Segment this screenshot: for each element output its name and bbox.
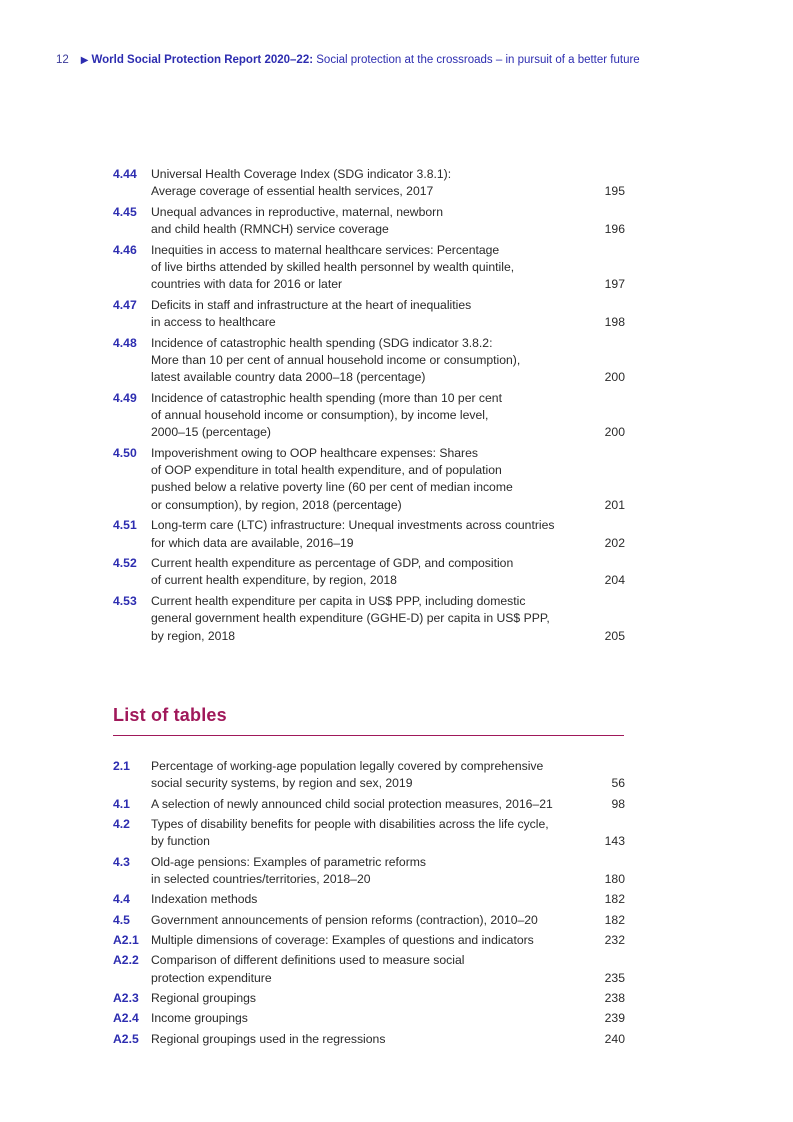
table-entry[interactable] bbox=[113, 1031, 625, 1048]
entry-title: Long-term care (LTC) infrastructure: Unequal investments across countries for which data are available, 2016–19 bbox=[151, 518, 555, 550]
play-arrow-icon: ▶ bbox=[80, 55, 89, 66]
list-of-tables-heading: List of tables bbox=[113, 705, 227, 725]
section-divider bbox=[113, 735, 624, 736]
entry-title: Universal Health Coverage Index (SDG indicator 3.8.1): Average coverage of essential health services, 2017 bbox=[151, 167, 452, 199]
entry-number: 4.45 bbox=[113, 204, 137, 219]
entry-title: Unequal advances in reproductive, maternal, newborn and child health (RMNCH) service coverage bbox=[151, 204, 443, 237]
entry-title: Regional groupings used in the regressions bbox=[151, 1031, 386, 1046]
entry-title: Multiple dimensions of coverage: Examples of questions and indicators bbox=[151, 932, 534, 947]
entry-page-number: 197 bbox=[604, 277, 625, 292]
entry-title: Current health expenditure per capita in US$ PPP, including domestic general government health expenditure (GGHE-D) per capita in US$ PPP, by region, 2018 bbox=[151, 594, 550, 643]
figure-entry[interactable] bbox=[113, 593, 625, 645]
list-of-figures-continued bbox=[113, 166, 625, 648]
figure-entry[interactable] bbox=[113, 555, 625, 589]
entry-title: Old-age pensions: Examples of parametric reforms in selected countries/territories, 2018–20 bbox=[151, 854, 427, 886]
figure-entry[interactable] bbox=[113, 297, 625, 331]
entry-page-number: 200 bbox=[604, 425, 625, 440]
entry-number: 4.53 bbox=[113, 594, 137, 609]
entry-number: 4.3 bbox=[113, 854, 130, 869]
figure-entry[interactable] bbox=[113, 390, 625, 442]
entry-number: 4.5 bbox=[113, 912, 130, 927]
entry-number: 4.48 bbox=[113, 335, 137, 350]
entry-page-number: 205 bbox=[604, 628, 625, 643]
entry-page-number: 200 bbox=[604, 370, 625, 385]
page-header bbox=[56, 52, 640, 69]
entry-page-number: 182 bbox=[604, 912, 625, 927]
entry-page-number: 195 bbox=[604, 184, 625, 199]
entry-title: Regional groupings bbox=[151, 990, 257, 1005]
entry-page-number: 239 bbox=[604, 1011, 625, 1026]
table-entry[interactable] bbox=[113, 854, 625, 888]
entry-title: Indexation methods bbox=[151, 892, 258, 907]
entry-page-number: 201 bbox=[604, 497, 625, 512]
table-entry[interactable] bbox=[113, 952, 625, 986]
figure-entry[interactable] bbox=[113, 204, 625, 238]
entry-page-number: 56 bbox=[611, 776, 625, 791]
entry-title: Current health expenditure as percentage of GDP, and composition of current health expenditure, by region, 2018 bbox=[151, 556, 514, 588]
entry-number: 4.52 bbox=[113, 556, 137, 571]
entry-number: A2.4 bbox=[113, 1011, 139, 1026]
entry-number: 4.44 bbox=[113, 167, 137, 181]
entry-page-number: 198 bbox=[604, 315, 625, 330]
table-entry[interactable] bbox=[113, 891, 625, 908]
entry-page-number: 204 bbox=[604, 573, 625, 588]
entry-title: Impoverishment owing to OOP healthcare expenses: Shares of OOP expenditure in total health expenditure, and of population pushed below a relative poverty line (60 per cent of median income or consumption), by region, 2018 (percentage) bbox=[151, 446, 513, 512]
list-of-tables bbox=[113, 758, 625, 1051]
figure-entry[interactable] bbox=[113, 335, 625, 387]
table-entry[interactable] bbox=[113, 796, 625, 813]
table-entry[interactable] bbox=[113, 816, 625, 850]
entry-title: Types of disability benefits for people with disabilities across the life cycle, by function bbox=[151, 816, 549, 849]
entry-page-number: 238 bbox=[604, 990, 625, 1005]
entry-number: A2.1 bbox=[113, 932, 139, 947]
entry-page-number: 98 bbox=[611, 796, 625, 811]
entry-number: A2.5 bbox=[113, 1031, 139, 1046]
table-entry[interactable] bbox=[113, 758, 625, 792]
entry-title: Income groupings bbox=[151, 1011, 248, 1026]
report-subtitle: Social protection at the crossroads – in pursuit of a better future bbox=[316, 54, 640, 66]
table-entry[interactable] bbox=[113, 1010, 625, 1027]
entry-page-number: 182 bbox=[604, 892, 625, 907]
entry-number: 4.49 bbox=[113, 390, 137, 405]
entry-page-number: 235 bbox=[604, 970, 625, 985]
entry-page-number: 196 bbox=[604, 222, 625, 237]
entry-title: Deficits in staff and infrastructure at the heart of inequalities in access to healthcare bbox=[151, 297, 472, 330]
table-entry[interactable] bbox=[113, 912, 625, 929]
entry-page-number: 143 bbox=[604, 834, 625, 849]
entry-number: 4.47 bbox=[113, 297, 137, 312]
entry-number: 4.50 bbox=[113, 446, 137, 461]
entry-number: 4.1 bbox=[113, 796, 130, 811]
table-entry[interactable] bbox=[113, 932, 625, 949]
entry-title: A selection of newly announced child social protection measures, 2016–21 bbox=[151, 796, 553, 811]
entry-title: Percentage of working-age population legally covered by comprehensive social security systems, by region and sex, 2019 bbox=[151, 759, 544, 791]
entry-page-number: 232 bbox=[604, 932, 625, 947]
entry-title: Inequities in access to maternal healthcare services: Percentage of live births attended by skilled health personnel by wealth quintile, countries with data for 2016 or later bbox=[151, 242, 515, 292]
entry-number: 2.1 bbox=[113, 759, 130, 773]
page-number: 12 bbox=[56, 54, 69, 66]
table-entry[interactable] bbox=[113, 990, 625, 1007]
report-title: World Social Protection Report 2020–22: bbox=[91, 54, 314, 66]
entry-number: A2.3 bbox=[113, 990, 139, 1005]
entry-title: Incidence of catastrophic health spending (more than 10 per cent of annual household income or consumption), by income level, 2000–15 (percentage) bbox=[151, 390, 502, 440]
entry-number: 4.2 bbox=[113, 816, 130, 831]
entry-page-number: 240 bbox=[604, 1031, 625, 1046]
entry-title: Government announcements of pension reforms (contraction), 2010–20 bbox=[151, 912, 538, 927]
entry-number: 4.51 bbox=[113, 518, 137, 533]
figure-entry[interactable] bbox=[113, 517, 625, 551]
figure-entry[interactable] bbox=[113, 166, 625, 200]
entry-title: Incidence of catastrophic health spending (SDG indicator 3.8.2: More than 10 per cent of annual household income or consumption), latest available country data 2000–18 (percentage) bbox=[151, 335, 521, 385]
entry-page-number: 202 bbox=[604, 535, 625, 550]
entry-title: Comparison of different definitions used to measure social protection expenditure bbox=[151, 953, 465, 985]
entry-page-number: 180 bbox=[604, 871, 625, 886]
entry-number: 4.46 bbox=[113, 242, 137, 257]
entry-number: 4.4 bbox=[113, 892, 130, 907]
figure-entry[interactable] bbox=[113, 242, 625, 294]
entry-number: A2.2 bbox=[113, 953, 139, 968]
figure-entry[interactable] bbox=[113, 445, 625, 514]
